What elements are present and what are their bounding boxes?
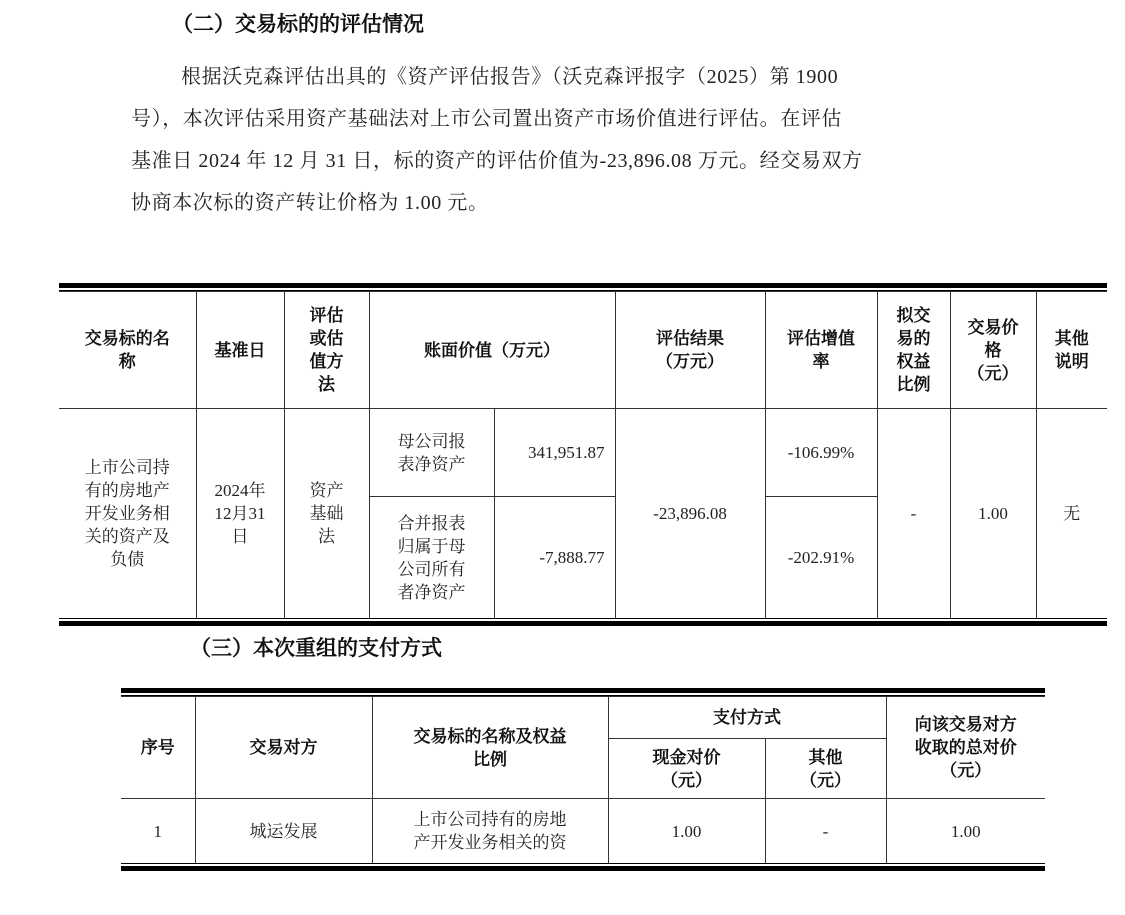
paragraph-line: 协商本次标的资产转让价格为 1.00 元。 [131,192,489,214]
paragraph-line: 基准日 2024 年 12 月 31 日，标的资产的评估价值为-23,896.08 万元。经交易双方 [131,150,863,172]
cell-increase-rate-parent: -106.99% [765,409,877,497]
cell-method: 资产 基础 法 [284,409,369,619]
header-method: 评估 或估 值方 法 [284,292,369,409]
cell-equity-ratio: - [877,409,950,619]
header-target-name: 交易标的名 称 [59,292,196,409]
table-row [59,409,1107,497]
cell-seq: 1 [121,799,195,864]
section-heading-valuation: （二）交易标的的评估情况 [172,13,424,36]
cell-book-value-parent: 341,951.87 [494,409,615,497]
cell-book-label-consolidated: 合并报表 归属于母 公司所有 者净资产 [369,497,494,619]
cell-base-date: 2024年 12月31 日 [196,409,284,619]
payment-table [121,696,1045,864]
header-target: 交易标的名称及权益 比例 [372,697,608,799]
table-row [121,799,1045,864]
valuation-table [59,291,1107,619]
cell-cash: 1.00 [608,799,765,864]
table-border-top [59,283,1107,288]
cell-book-label-parent: 母公司报 表净资产 [369,409,494,497]
cell-book-value-consolidated: -7,888.77 [494,497,615,619]
table-border-bottom-thin [121,863,1045,864]
cell-note: 无 [1036,409,1107,619]
cell-target-name: 上市公司持 有的房地产 开发业务相 关的资产及 负债 [59,409,196,619]
table-border-bottom [59,621,1107,626]
header-counterparty: 交易对方 [195,697,372,799]
cell-increase-rate-consolidated: -202.91% [765,497,877,619]
header-valuation-result: 评估结果 （万元） [615,292,765,409]
valuation-paragraph [131,56,1051,224]
table-border-bottom-thin [59,618,1107,619]
header-payment-method: 支付方式 [608,697,886,739]
cell-target: 上市公司持有的房地 产开发业务相关的资 [372,799,608,864]
table-border-bottom [121,866,1045,871]
header-other: 其他 （元） [765,739,886,799]
header-book-value: 账面价值（万元） [369,292,615,409]
header-increase-rate: 评估增值 率 [765,292,877,409]
header-price: 交易价 格 （元） [950,292,1036,409]
cell-price: 1.00 [950,409,1036,619]
cell-other: - [765,799,886,864]
section-heading-payment: （三）本次重组的支付方式 [190,637,442,660]
header-equity-ratio: 拟交 易的 权益 比例 [877,292,950,409]
table-border-top [121,688,1045,693]
cell-valuation-result: -23,896.08 [615,409,765,619]
paragraph-line: 号），本次评估采用资产基础法对上市公司置出资产市场价值进行评估。在评估 [131,108,842,130]
header-seq: 序号 [121,697,195,799]
header-note: 其他 说明 [1036,292,1107,409]
header-total-consideration: 向该交易对方 收取的总对价 （元） [886,697,1045,799]
header-base-date: 基准日 [196,292,284,409]
header-cash: 现金对价 （元） [608,739,765,799]
cell-total: 1.00 [886,799,1045,864]
paragraph-line: 根据沃克森评估出具的《资产评估报告》（沃克森评报字（2025）第 1900 [181,66,839,88]
cell-counterparty: 城运发展 [195,799,372,864]
